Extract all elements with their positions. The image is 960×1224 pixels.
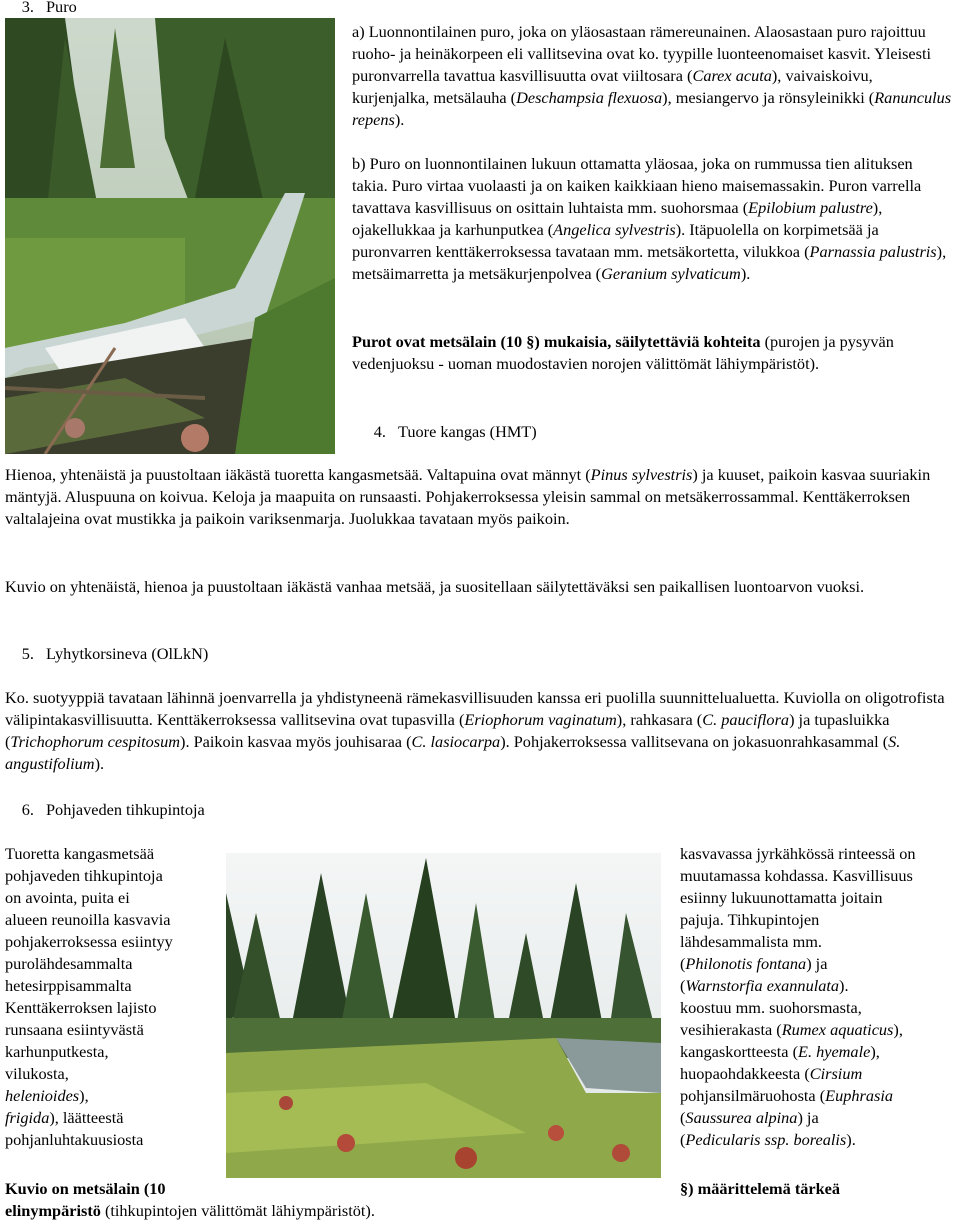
- section-3-heading: [0, 0, 77, 18]
- seepage-summary-right: §) määrittelemä tärkeä: [680, 1179, 841, 1198]
- meadow-photo: [226, 853, 661, 1178]
- section-title: Tuore kangas (HMT): [398, 422, 537, 441]
- section-4-heading: [352, 421, 537, 443]
- section-title: Pohjaveden tihkupintoja: [46, 800, 205, 819]
- section-5-heading: [0, 643, 208, 665]
- section-title: Puro: [46, 0, 77, 16]
- stream-photo: [5, 18, 335, 454]
- mire-paragraph: Ko. suotyyppiä tavataan lähinnä joenvarrella ja yhdistyneenä rämekasvillisuuden kanssa eri puolilla suunnittelualuetta. Kuviolla on oligotrofista välipintakasvillisuutta. Kenttäkerroksessa vallitsevina ovat tupasvilla (Eriophorum vaginatum), rahkasara (C. pauciflora) ja tupasluikka (Trichophorum cespitosum). Paikoin kasvaa myös jouhisaraa (C. lasiocarpa). Pohjakerroksessa vallitsevana on jokasuonrahkasammal (S. angustifolium).: [5, 688, 945, 773]
- stream-paragraph-a: a) Luonnontilainen puro, joka on yläosastaan rämereunainen. Alaosastaan puro rajoittuu ruoho- ja heinäkorpeen eli vallitsevina ovat ko. tyypille luonteenomaiset kasvit. Yleisesti puronvarrella tavattua kasvillisuutta ovat viiltosara (Carex acuta), vaivaiskoivu, kurjenjalka, metsälauha (Deschampsia flexuosa), mesiangervo ja rönsyleinikki (Ranunculus repens).: [352, 22, 952, 129]
- section-6-heading: [0, 799, 205, 821]
- seepage-summary-line2: elinympäristö (tihkupintojen välittömät lähiympäristöt).: [5, 1201, 375, 1220]
- section-number: 6.: [21, 800, 34, 819]
- forest-paragraph-1: Hienoa, yhtenäistä ja puustoltaan iäkästä tuoretta kangasmetsää. Valtapuina ovat männyt (Pinus sylvestris) ja kuuset, paikoin kasvaa suuriakin mäntyjä. Aluspuuna on koivua. Keloja ja maapuita on runsaasti. Pohjakerroksessa yleisin sammal on metsäkerrossammal. Kenttäkerroksen valtalajeina ovat mustikka ja paikoin variksenmarja. Juolukkaa tavataan myös paikoin.: [5, 465, 931, 528]
- seepage-left-column: Tuoretta kangasmetsää pohjaveden tihkupintoja on avointa, puita ei alueen reunoilla kasvavia pohjakerroksessa esiintyy purolähdesammalta hetesirppisammalta Kenttäkerroksen lajisto runsaana esiintyvästä karhunputkesta, vilukosta, helenioides), frigida), läätteestä pohjanluhtakuusiosta: [5, 844, 173, 1149]
- seepage-summary-left: Kuvio on metsälain (10: [5, 1179, 166, 1198]
- section-number: 4.: [373, 422, 386, 441]
- stream-paragraph-c: Purot ovat metsälain (10 §) mukaisia, säilytettäviä kohteita (purojen ja pysyvän vedenjuoksu - uoman muodostavien norojen välittömät lähiympäristöt).: [352, 332, 894, 373]
- stream-paragraph-b: b) Puro on luonnontilainen lukuun ottamatta yläosaa, joka on rummussa tien alituksen takia. Puro virtaa vuolaasti ja on kaiken kaikkiaan hieno maisemassakin. Puron varrella tavattava kasvillisuus on osittain luhtaista mm. suohorsmaa (Epilobium palustre), ojakellukkaa ja karhunputkea (Angelica sylvestris). Itäpuolella on korpimetsää ja puronvarren kenttäkerroksessa tavataan mm. metsäkortetta, vilukkoa (Parnassia palustris), metsäimarretta ja metsäkurjenpolvea (Geranium sylvaticum).: [352, 154, 947, 283]
- forest-paragraph-2: Kuvio on yhtenäistä, hienoa ja puustoltaan iäkästä vanhaa metsää, ja suositellaan säilytettäväksi sen paikallisen luontoarvon vuoksi.: [5, 577, 865, 596]
- section-number: 5.: [21, 644, 34, 663]
- section-number: 3.: [21, 0, 34, 16]
- section-title: Lyhytkorsineva (OlLkN): [46, 644, 209, 663]
- seepage-right-column: kasvavassa jyrkähkössä rinteessä on muutamassa kohdassa. Kasvillisuus esiinny lukuunottamatta joitain pajuja. Tihkupintojen lähdesammalista mm. (Philonotis fontana) ja (Warnstorfia exannulata). koostuu mm. suohorsmasta, vesihierakasta (Rumex aquaticus), kangaskortteesta (E. hyemale), huopaohdakkeesta (Cirsium pohjansilmäruohosta (Euphrasia (Saussurea alpina) ja (Pedicularis ssp. borealis).: [680, 844, 916, 1149]
